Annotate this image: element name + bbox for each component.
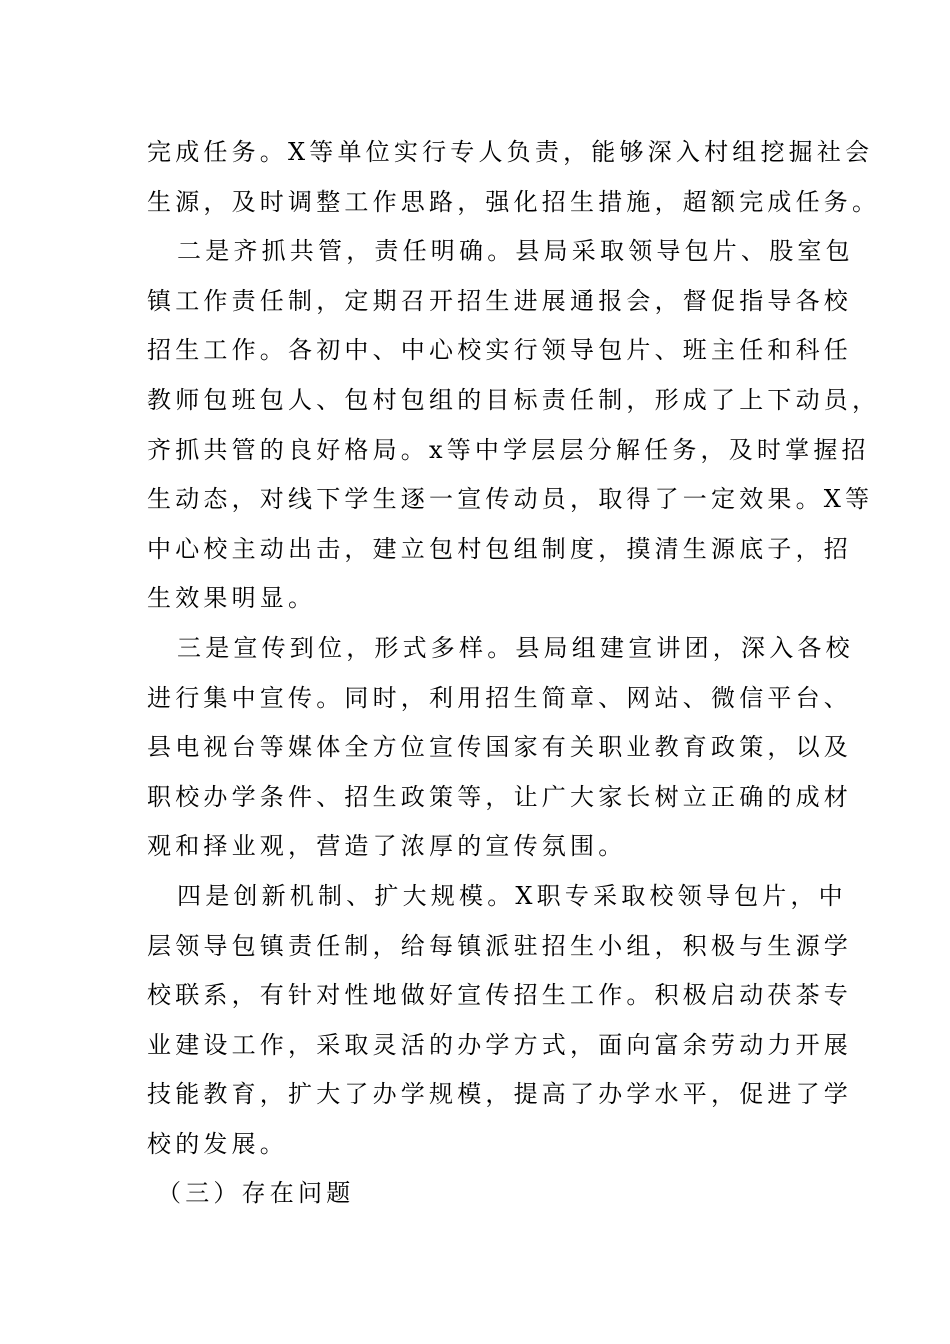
paragraph-start-line: 二是齐抓共管，责任明确。县局采取领导包片、股室包	[177, 237, 854, 266]
document-page	[147, 128, 881, 1219]
text-line: 观和择业观，营造了浓厚的宣传氛围。	[147, 832, 627, 861]
section-heading: （三）存在问题	[157, 1179, 355, 1208]
text-line: 业建设工作，采取灵活的办学方式，面向富余劳动力开展	[147, 1030, 852, 1059]
text-line: 县电视台等媒体全方位宣传国家有关职业教育政策，以及	[147, 733, 852, 762]
paragraph-start-line: 三是宣传到位，形式多样。县局组建宣讲团，深入各校	[177, 633, 854, 662]
text-line: 层领导包镇责任制，给每镇派驻招生小组，积极与生源学	[147, 931, 852, 960]
text-line: 生动态，对线下学生逐一宣传动员，取得了一定效果。X等	[147, 485, 874, 514]
text-line: 技能教育，扩大了办学规模，提高了办学水平，促进了学	[147, 1080, 852, 1109]
text-line: 教师包班包人、包村包组的目标责任制，形成了上下动员，	[147, 385, 881, 414]
text-line: 进行集中宣传。同时，利用招生简章、网站、微信平台、	[147, 683, 852, 712]
text-line: 招生工作。各初中、中心校实行领导包片、班主任和科任	[147, 336, 852, 365]
text-line: 齐抓共管的良好格局。x等中学层层分解任务，及时掌握招	[147, 435, 870, 464]
paragraph-start-line: 四是创新机制、扩大规模。X职专采取校领导包片，中	[177, 881, 847, 910]
text-line: 生效果明显。	[147, 584, 317, 613]
text-line: 生源，及时调整工作思路，强化招生措施，超额完成任务。	[147, 187, 881, 216]
text-line: 校的发展。	[147, 1129, 288, 1158]
text-line: 校联系，有针对性地做好宣传招生工作。积极启动茯茶专	[147, 981, 852, 1010]
text-line: 中心校主动出击，建立包村包组制度，摸清生源底子，招	[147, 534, 852, 563]
text-line: 完成任务。X等单位实行专人负责，能够深入村组挖掘社会	[147, 138, 874, 166]
text-line: 镇工作责任制，定期召开招生进展通报会，督促指导各校	[147, 286, 852, 315]
text-line: 职校办学条件、招生政策等，让广大家长树立正确的成材	[147, 782, 852, 811]
